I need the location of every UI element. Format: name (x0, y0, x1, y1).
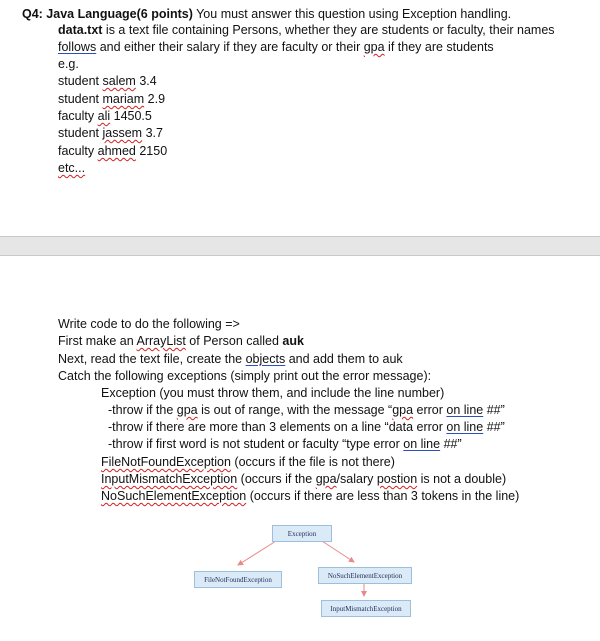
throw-rule-3: -throw if first word is not student or faculty “type error on line ##” (108, 437, 462, 451)
task-line-4: Catch the following exceptions (simply print out the error message): (58, 369, 432, 383)
task-line-1: Write code to do the following => (58, 317, 240, 331)
input-mismatch-line: InputMismatchException (occurs if the gpa/salary postion is not a double) (101, 472, 507, 486)
node-input-mismatch: InputMismatchException (321, 600, 411, 617)
example-item: student salem 3.4 (58, 74, 157, 88)
question-text: You must answer this question using Exception handling. (192, 7, 512, 21)
arrow-root-to-left (238, 541, 276, 565)
file-name: data.txt (58, 23, 103, 37)
task-line-3: Next, read the text file, create the objects and add them to auk (58, 352, 403, 366)
example-item: student jassem 3.7 (58, 126, 163, 140)
task-line-2: First make an ArrayList of Person called auk (58, 334, 304, 348)
node-exception: Exception (272, 525, 332, 542)
question-label: Q4: Java Language(6 points) (22, 7, 193, 21)
no-such-element-line: NoSuchElementException (occurs if there are less than 3 tokens in the line) (101, 489, 520, 503)
example-item: faculty ahmed 2150 (58, 144, 168, 158)
description-line-1: data.txt is a text file containing Persons, whether they are students or faculty, their names (58, 23, 555, 37)
node-file-not-found: FileNotFoundException (194, 571, 282, 588)
word-follows: follows (58, 40, 97, 54)
exception-heading: Exception (you must throw them, and include the line number) (101, 386, 445, 400)
etc-label: etc... (58, 161, 86, 175)
example-item: faculty ali 1450.5 (58, 109, 152, 123)
throw-rule-2: -throw if there are more than 3 elements on a line “data error on line ##” (108, 420, 505, 434)
eg-label: e.g. (58, 57, 79, 71)
arrow-root-to-right (322, 541, 354, 562)
example-item: student mariam 2.9 (58, 92, 166, 106)
file-not-found-line: FileNotFoundException (occurs if the file is not there) (101, 455, 395, 469)
description-line-2: follows and either their salary if they are faculty or their gpa if they are students (58, 40, 494, 54)
node-no-such-element: NoSuchElementException (318, 567, 412, 584)
throw-rule-1: -throw if the gpa is out of range, with the message “gpa error on line ##” (108, 403, 505, 417)
word-gpa: gpa (363, 40, 385, 54)
